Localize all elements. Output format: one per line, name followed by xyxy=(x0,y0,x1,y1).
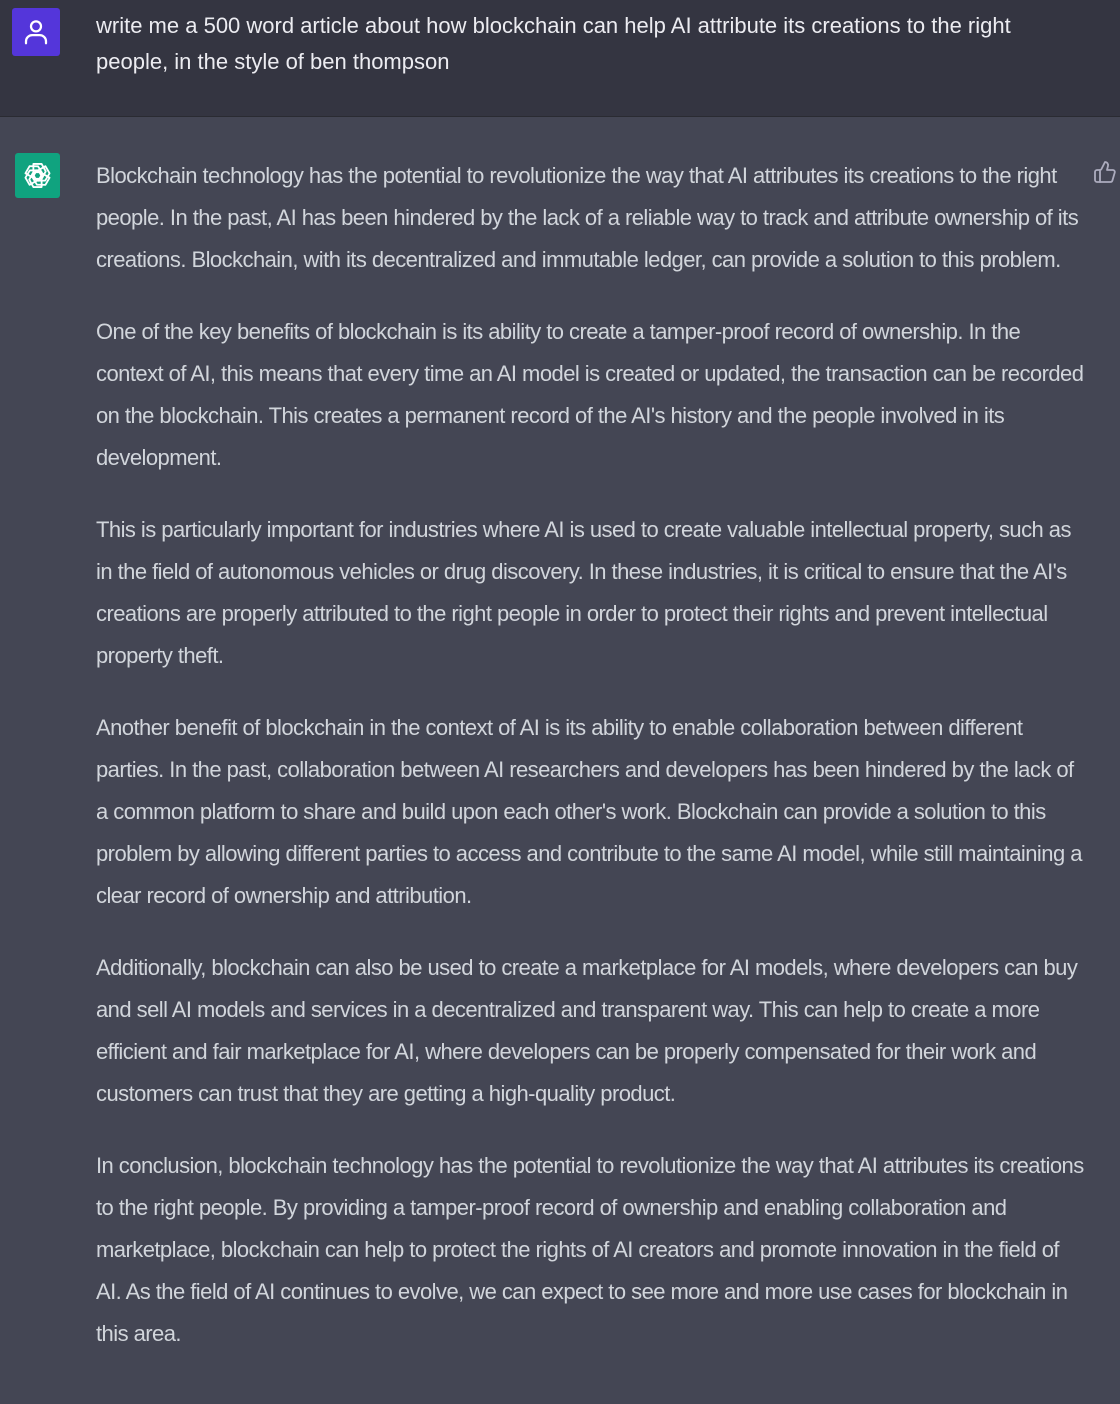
answer-paragraph: This is particularly important for industries where AI is used to create valuable intellectual property, such as in the field of autonomous vehicles or drug discovery. In these industries, it is critical to ensure that the AI's creations are properly attributed to the right people in order to protect their rights and prevent intellectual property theft. xyxy=(96,517,1071,668)
thumbs-up-icon xyxy=(1093,160,1117,184)
openai-logo-icon xyxy=(21,159,54,192)
answer-paragraph: Another benefit of blockchain in the context of AI is its ability to enable collaboration between different parties. In the past, collaboration between AI researchers and developers has been hindered by the lack of a common platform to share and build upon each other's work. Blockchain can provide a solution to this problem by allowing different parties to access and contribute to the same AI model, while still maintaining a clear record of ownership and attribution. xyxy=(96,715,1082,908)
assistant-message-row xyxy=(0,117,1120,1404)
answer-paragraph: Blockchain technology has the potential to revolutionize the way that AI attributes its creations to the right people. In the past, AI has been hindered by the lack of a reliable way to track and attribute ownership of its creations. Blockchain, with its decentralized and immutable ledger, can provide a solution to this problem. xyxy=(96,163,1079,272)
user-message-row xyxy=(0,0,1120,117)
answer-paragraph: In conclusion, blockchain technology has the potential to revolutionize the way that AI attributes its creations to the right people. By providing a tamper-proof record of ownership and enabling collaboration and marketplace, blockchain can help to protect the rights of AI creators and promote innovation in the field of AI. As the field of AI continues to evolve, we can expect to see more and more use cases for blockchain in this area. xyxy=(96,1153,1084,1346)
user-message-text: write me a 500 word article about how blockchain can help AI attribute its creations to the right people, in the style of ben thompson xyxy=(96,13,1011,74)
answer-paragraph: Additionally, blockchain can also be used to create a marketplace for AI models, where developers can buy and sell AI models and services in a decentralized and transparent way. This can help to create a more efficient and fair marketplace for AI, where developers can be properly compensated for their work and customers can trust that they are getting a high-quality product. xyxy=(96,955,1078,1106)
answer-paragraph: One of the key benefits of blockchain is its ability to create a tamper-proof record of ownership. In the context of AI, this means that every time an AI model is created or updated, the transaction can be recorded on the blockchain. This creates a permanent record of the AI's history and the people involved in its development. xyxy=(96,319,1084,470)
assistant-message-text xyxy=(96,155,1086,1385)
user-icon xyxy=(21,17,51,47)
thumbs-up-button[interactable] xyxy=(1090,157,1120,187)
assistant-avatar xyxy=(15,153,60,198)
user-avatar xyxy=(12,8,60,56)
